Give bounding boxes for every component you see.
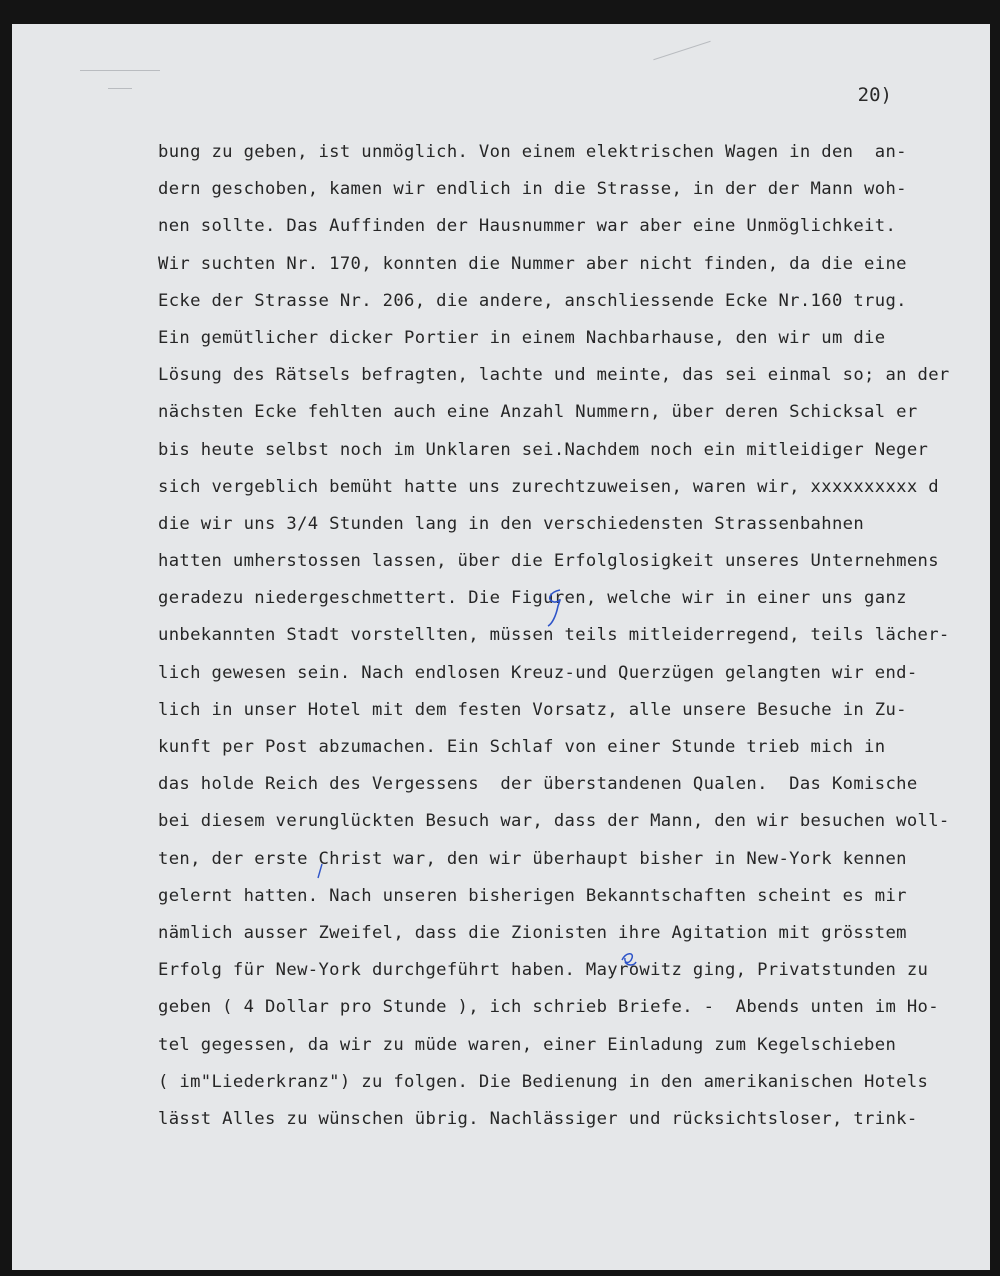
text-line: Ecke der Strasse Nr. 206, die andere, anschliessende Ecke Nr.160 trug. [158, 290, 907, 311]
pen-correction-mark [312, 860, 328, 882]
text-line: Lösung des Rätsels befragten, lachte und meinte, das sei einmal so; an der [158, 365, 950, 386]
text-line: lich in unser Hotel mit dem festen Vorsatz, alle unsere Besuche in Zu- [158, 699, 907, 720]
text-line: dern geschoben, kamen wir endlich in die Strasse, in der der Mann woh- [158, 179, 907, 200]
text-line: nen sollte. Das Auffinden der Hausnummer war aber eine Unmöglichkeit. [158, 216, 897, 237]
paper-mark [108, 88, 132, 89]
text-line: tel gegessen, da wir zu müde waren, einer Einladung zum Kegelschieben [158, 1034, 897, 1055]
text-line: unbekannten Stadt vorstellten, müssen teils mitleiderregend, teils lächer- [158, 625, 950, 646]
text-line: bung zu geben, ist unmöglich. Von einem elektrischen Wagen in den an- [158, 142, 907, 162]
text-line: geradezu niedergeschmettert. Die Figuren, welche wir in einer uns ganz [158, 588, 907, 609]
page-number: 20) [857, 84, 892, 106]
text-line: hatten umherstossen lassen, über die Erfolglosigkeit unseres Unternehmens [158, 551, 939, 572]
text-line: nächsten Ecke fehlten auch eine Anzahl Nummern, über deren Schicksal er [158, 402, 918, 423]
text-line: lässt Alles zu wünschen übrig. Nachlässiger und rücksichtsloser, trink- [158, 1108, 918, 1129]
text-line: gelernt hatten. Nach unseren bisherigen Bekanntschaften scheint es mir [158, 885, 907, 906]
text-line: Ein gemütlicher dicker Portier in einem Nachbarhause, den wir um die [158, 327, 886, 348]
text-line: sich vergeblich bemüht hatte uns zurechtzuweisen, waren wir, xxxxxxxxxx d [158, 476, 939, 497]
pen-correction-mark [540, 584, 570, 632]
text-line: bis heute selbst noch im Unklaren sei.Nachdem noch ein mitleidiger Neger [158, 439, 929, 460]
text-line: Wir suchten Nr. 170, konnten die Nummer aber nicht finden, da die eine [158, 253, 907, 274]
text-line: ten, der erste Christ war, den wir überhaupt bisher in New-York kennen [158, 848, 907, 869]
paper-mark [80, 70, 160, 71]
paper-mark [653, 41, 710, 60]
text-line: das holde Reich des Vergessens der überstandenen Qualen. Das Komische [158, 774, 918, 795]
text-line: ( im"Liederkranz") zu folgen. Die Bedienung in den amerikanischen Hotels [158, 1071, 929, 1092]
pen-correction-mark [616, 944, 640, 974]
text-line: bei diesem verunglückten Besuch war, dass der Mann, den wir besuchen woll- [158, 811, 950, 832]
text-line: geben ( 4 Dollar pro Stunde ), ich schrieb Briefe. - Abends unten im Ho- [158, 997, 939, 1018]
text-line: kunft per Post abzumachen. Ein Schlaf von einer Stunde trieb mich in [158, 737, 886, 757]
text-line: nämlich ausser Zweifel, dass die Zionisten ihre Agitation mit grösstem [158, 922, 907, 943]
text-line: Erfolg für New-York durchgeführt haben. Mayrowitz ging, Privatstunden zu [158, 960, 929, 981]
typescript-body [158, 134, 988, 1138]
text-line: die wir uns 3/4 Stunden lang in den verschiedensten Strassenbahnen [158, 513, 865, 534]
typescript-page [12, 24, 990, 1270]
text-line: lich gewesen sein. Nach endlosen Kreuz-und Querzügen gelangten wir end- [158, 662, 918, 683]
